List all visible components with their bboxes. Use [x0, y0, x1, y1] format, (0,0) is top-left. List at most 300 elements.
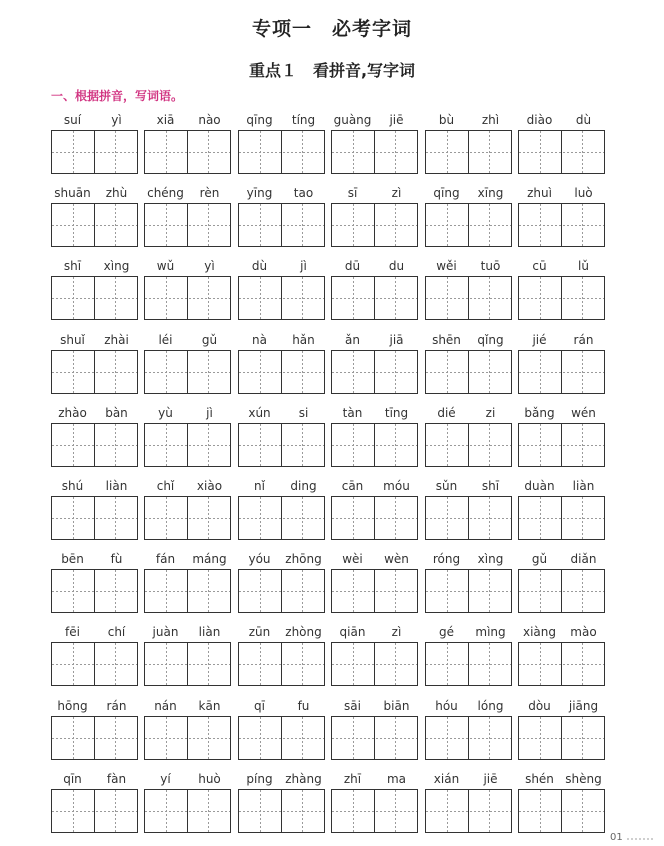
pinyin-syllable: zhōng	[285, 552, 322, 566]
writing-boxes[interactable]	[425, 203, 512, 247]
pinyin-syllable: gǔ	[201, 333, 218, 347]
pinyin-syllable: shú	[61, 479, 84, 493]
pinyin-row	[331, 185, 418, 201]
word-item	[425, 185, 512, 247]
pinyin-row	[238, 698, 325, 714]
pinyin-row	[238, 258, 325, 274]
pinyin-syllable: wèi	[342, 552, 363, 566]
pinyin-row	[51, 551, 138, 567]
word-item	[238, 332, 325, 394]
word-item	[51, 771, 138, 833]
pinyin-row	[518, 258, 605, 274]
writing-boxes[interactable]	[518, 130, 605, 174]
pinyin-syllable: rán	[106, 699, 127, 713]
writing-boxes[interactable]	[331, 130, 418, 174]
pinyin-row	[518, 332, 605, 348]
pinyin-row	[144, 332, 231, 348]
writing-boxes[interactable]	[331, 496, 418, 540]
pinyin-syllable: tao	[293, 186, 314, 200]
pinyin-syllable: xiā	[156, 113, 175, 127]
writing-boxes[interactable]	[425, 569, 512, 613]
word-item	[51, 698, 138, 760]
pinyin-syllable: xīng	[477, 186, 504, 200]
word-item	[331, 185, 418, 247]
pinyin-row	[518, 551, 605, 567]
writing-boxes[interactable]	[331, 569, 418, 613]
word-item	[331, 771, 418, 833]
pinyin-syllable: rán	[573, 333, 594, 347]
word-item	[331, 478, 418, 540]
pinyin-row	[144, 698, 231, 714]
pinyin-syllable: dié	[437, 406, 456, 420]
pinyin-row	[144, 405, 231, 421]
writing-boxes[interactable]	[331, 423, 418, 467]
writing-boxes[interactable]	[144, 716, 231, 760]
writing-boxes[interactable]	[331, 350, 418, 394]
word-item	[144, 185, 231, 247]
pinyin-row	[331, 258, 418, 274]
pinyin-row	[425, 258, 512, 274]
pinyin-row	[51, 185, 138, 201]
writing-boxes[interactable]	[425, 350, 512, 394]
pinyin-row	[331, 332, 418, 348]
pinyin-row	[425, 771, 512, 787]
word-item	[238, 698, 325, 760]
writing-boxes[interactable]	[51, 642, 138, 686]
pinyin-syllable: róng	[432, 552, 461, 566]
pinyin-syllable: ma	[386, 772, 407, 786]
pinyin-syllable: bǎng	[524, 406, 555, 420]
writing-boxes[interactable]	[331, 716, 418, 760]
writing-boxes[interactable]	[425, 642, 512, 686]
pinyin-row	[144, 551, 231, 567]
word-item	[144, 258, 231, 320]
pinyin-syllable: zì	[391, 186, 402, 200]
writing-boxes[interactable]	[51, 789, 138, 833]
writing-boxes[interactable]	[238, 716, 325, 760]
pinyin-syllable: tuō	[480, 259, 501, 273]
pinyin-syllable: jiē	[483, 772, 498, 786]
pinyin-syllable: shuān	[54, 186, 91, 200]
word-item	[238, 551, 325, 613]
pinyin-syllable: liàn	[572, 479, 595, 493]
pinyin-syllable: qīn	[63, 772, 82, 786]
pinyin-syllable: juàn	[152, 625, 179, 639]
pinyin-syllable: cān	[341, 479, 364, 493]
word-item	[331, 405, 418, 467]
writing-boxes[interactable]	[518, 350, 605, 394]
writing-boxes[interactable]	[518, 276, 605, 320]
writing-boxes[interactable]	[51, 203, 138, 247]
pinyin-syllable: duàn	[524, 479, 555, 493]
writing-boxes[interactable]	[425, 789, 512, 833]
pinyin-row	[51, 771, 138, 787]
writing-boxes[interactable]	[144, 350, 231, 394]
pinyin-syllable: qiān	[339, 625, 366, 639]
pinyin-row	[331, 478, 418, 494]
word-item	[144, 771, 231, 833]
pinyin-syllable: jiāng	[568, 699, 599, 713]
pinyin-row	[144, 624, 231, 640]
writing-boxes[interactable]	[331, 789, 418, 833]
writing-boxes[interactable]	[51, 130, 138, 174]
pinyin-syllable: suí	[63, 113, 82, 127]
pinyin-syllable: zhù	[105, 186, 128, 200]
pinyin-row	[331, 405, 418, 421]
writing-boxes[interactable]	[425, 496, 512, 540]
pinyin-row	[518, 112, 605, 128]
word-item	[51, 551, 138, 613]
word-item	[425, 551, 512, 613]
writing-boxes[interactable]	[238, 130, 325, 174]
pinyin-row	[425, 478, 512, 494]
writing-boxes[interactable]	[51, 716, 138, 760]
word-item	[331, 551, 418, 613]
pinyin-syllable: chǐ	[156, 479, 175, 493]
pinyin-syllable: léi	[158, 333, 173, 347]
pinyin-syllable: liàn	[198, 625, 221, 639]
writing-boxes[interactable]	[238, 203, 325, 247]
writing-boxes[interactable]	[144, 276, 231, 320]
pinyin-syllable: jì	[300, 259, 307, 273]
writing-boxes[interactable]	[51, 276, 138, 320]
pinyin-syllable: bēn	[61, 552, 84, 566]
pinyin-syllable: si	[298, 406, 309, 420]
word-item	[425, 258, 512, 320]
word-item	[518, 551, 605, 613]
pinyin-syllable: qǐng	[477, 333, 504, 347]
word-item	[238, 478, 325, 540]
pinyin-syllable: zi	[485, 406, 496, 420]
pinyin-row	[238, 478, 325, 494]
pinyin-row	[331, 551, 418, 567]
pinyin-syllable: shén	[525, 772, 554, 786]
pinyin-syllable: biān	[383, 699, 410, 713]
writing-boxes[interactable]	[144, 569, 231, 613]
pinyin-syllable: yì	[204, 259, 215, 273]
pinyin-row	[518, 405, 605, 421]
pinyin-row	[51, 624, 138, 640]
worksheet-title: 专项一 必考字词	[251, 18, 412, 40]
pinyin-syllable: lǔ	[578, 259, 589, 273]
writing-boxes[interactable]	[238, 642, 325, 686]
pinyin-syllable: nà	[252, 333, 267, 347]
pinyin-syllable: bù	[438, 113, 455, 127]
word-item	[51, 185, 138, 247]
pinyin-syllable: ding	[290, 479, 317, 493]
pinyin-row	[518, 698, 605, 714]
pinyin-row	[51, 258, 138, 274]
pinyin-syllable: shī	[63, 259, 82, 273]
pinyin-syllable: ǎn	[345, 333, 360, 347]
word-item	[144, 332, 231, 394]
pinyin-row	[144, 185, 231, 201]
pinyin-syllable: nǐ	[254, 479, 265, 493]
writing-boxes[interactable]	[144, 496, 231, 540]
pinyin-syllable: xìng	[477, 552, 504, 566]
pinyin-syllable: zhàng	[285, 772, 322, 786]
pinyin-syllable: yí	[160, 772, 171, 786]
pinyin-syllable: fán	[155, 552, 176, 566]
worksheet-subtitle: 重点１ 看拼音,写字词	[248, 61, 416, 80]
pinyin-syllable: dù	[575, 113, 592, 127]
word-item	[518, 771, 605, 833]
pinyin-syllable: zūn	[248, 625, 271, 639]
word-item	[51, 405, 138, 467]
word-item	[51, 478, 138, 540]
pinyin-row	[238, 185, 325, 201]
pinyin-syllable: xiàng	[522, 625, 556, 639]
pinyin-syllable: du	[388, 259, 405, 273]
pinyin-syllable: wǔ	[156, 259, 175, 273]
writing-boxes[interactable]	[518, 569, 605, 613]
writing-boxes[interactable]	[518, 642, 605, 686]
word-item	[238, 405, 325, 467]
pinyin-syllable: wèn	[384, 552, 409, 566]
word-item	[51, 624, 138, 686]
pinyin-syllable: fēi	[65, 625, 80, 639]
pinyin-syllable: tíng	[291, 113, 316, 127]
writing-boxes[interactable]	[238, 276, 325, 320]
pinyin-row	[51, 112, 138, 128]
pinyin-syllable: jiē	[389, 113, 404, 127]
pinyin-syllable: zhì	[481, 113, 500, 127]
pinyin-row	[144, 258, 231, 274]
word-item	[425, 478, 512, 540]
pinyin-syllable: shī	[481, 479, 500, 493]
writing-boxes[interactable]	[238, 496, 325, 540]
pinyin-syllable: lóng	[477, 699, 504, 713]
pinyin-syllable: kān	[198, 699, 221, 713]
pinyin-syllable: zhuì	[527, 186, 552, 200]
pinyin-row	[518, 478, 605, 494]
pinyin-syllable: mào	[570, 625, 597, 639]
writing-boxes[interactable]	[518, 203, 605, 247]
pinyin-row	[425, 112, 512, 128]
pinyin-syllable: fàn	[106, 772, 127, 786]
writing-boxes[interactable]	[238, 423, 325, 467]
writing-boxes[interactable]	[331, 276, 418, 320]
pinyin-syllable: mìng	[475, 625, 506, 639]
pinyin-row	[238, 112, 325, 128]
page-number: 01	[610, 832, 623, 843]
word-item	[331, 624, 418, 686]
writing-boxes[interactable]	[238, 569, 325, 613]
pinyin-row	[331, 771, 418, 787]
pinyin-syllable: shuǐ	[60, 333, 85, 347]
word-item	[144, 405, 231, 467]
pinyin-row	[425, 698, 512, 714]
writing-boxes[interactable]	[425, 423, 512, 467]
writing-boxes[interactable]	[51, 496, 138, 540]
pinyin-syllable: qī	[254, 699, 265, 713]
pinyin-syllable: yì	[111, 113, 122, 127]
pinyin-syllable: chí	[107, 625, 126, 639]
pinyin-syllable: hōng	[57, 699, 88, 713]
pinyin-row	[425, 332, 512, 348]
word-item	[144, 624, 231, 686]
writing-boxes[interactable]	[51, 423, 138, 467]
word-item	[331, 112, 418, 174]
word-item	[518, 112, 605, 174]
word-item	[425, 771, 512, 833]
writing-boxes[interactable]	[238, 789, 325, 833]
word-item	[518, 478, 605, 540]
pinyin-syllable: nào	[198, 113, 221, 127]
pinyin-row	[144, 771, 231, 787]
pinyin-syllable: xún	[248, 406, 271, 420]
pinyin-row	[425, 624, 512, 640]
pinyin-syllable: qīng	[433, 186, 460, 200]
pinyin-syllable: dòu	[528, 699, 551, 713]
pinyin-syllable: tàn	[342, 406, 363, 420]
word-item	[144, 478, 231, 540]
writing-boxes[interactable]	[425, 716, 512, 760]
pinyin-syllable: zhào	[58, 406, 87, 420]
word-item	[238, 112, 325, 174]
section-heading: 一、根据拼音，写词语。	[51, 89, 184, 103]
pinyin-row	[144, 478, 231, 494]
writing-boxes[interactable]	[518, 423, 605, 467]
word-item	[518, 332, 605, 394]
pinyin-syllable: diào	[526, 113, 553, 127]
word-item	[518, 698, 605, 760]
pinyin-syllable: wěi	[436, 259, 457, 273]
word-item	[238, 185, 325, 247]
pinyin-syllable: píng	[246, 772, 273, 786]
pinyin-syllable: zhī	[343, 772, 362, 786]
word-item	[51, 332, 138, 394]
pinyin-syllable: hǎn	[292, 333, 315, 347]
pinyin-row	[51, 332, 138, 348]
pinyin-row	[331, 624, 418, 640]
pinyin-syllable: jì	[206, 406, 213, 420]
word-item	[518, 258, 605, 320]
word-item	[238, 258, 325, 320]
pinyin-syllable: zhòng	[285, 625, 322, 639]
pinyin-syllable: yóu	[248, 552, 271, 566]
pinyin-syllable: móu	[383, 479, 410, 493]
pinyin-row	[518, 771, 605, 787]
pinyin-row	[238, 624, 325, 640]
pinyin-syllable: huò	[198, 772, 221, 786]
pinyin-syllable: dù	[251, 259, 268, 273]
pinyin-syllable: bàn	[105, 406, 128, 420]
writing-boxes[interactable]	[425, 276, 512, 320]
pinyin-syllable: shēn	[432, 333, 461, 347]
pinyin-syllable: zì	[391, 625, 402, 639]
pinyin-syllable: yù	[158, 406, 173, 420]
writing-boxes[interactable]	[144, 789, 231, 833]
pinyin-syllable: jiā	[389, 333, 404, 347]
word-item	[425, 698, 512, 760]
pinyin-syllable: sāi	[344, 699, 361, 713]
word-item	[518, 624, 605, 686]
pinyin-syllable: liàn	[105, 479, 128, 493]
pinyin-syllable: gé	[439, 625, 454, 639]
pinyin-syllable: máng	[192, 552, 227, 566]
writing-boxes[interactable]	[518, 496, 605, 540]
word-item	[331, 258, 418, 320]
writing-boxes[interactable]	[144, 423, 231, 467]
writing-boxes[interactable]	[425, 130, 512, 174]
pinyin-syllable: jié	[532, 333, 547, 347]
pinyin-row	[51, 478, 138, 494]
pinyin-syllable: shèng	[565, 772, 602, 786]
pinyin-row	[425, 551, 512, 567]
pinyin-syllable: cū	[532, 259, 547, 273]
writing-boxes[interactable]	[518, 716, 605, 760]
word-item	[425, 624, 512, 686]
word-item	[144, 698, 231, 760]
writing-boxes[interactable]	[331, 203, 418, 247]
pinyin-row	[331, 112, 418, 128]
pinyin-syllable: sī	[347, 186, 358, 200]
word-item	[144, 551, 231, 613]
pinyin-syllable: zhài	[104, 333, 129, 347]
pinyin-row	[238, 771, 325, 787]
word-item	[144, 112, 231, 174]
pinyin-syllable: hóu	[435, 699, 458, 713]
pinyin-row	[51, 698, 138, 714]
page-number-dots	[627, 838, 653, 840]
pinyin-row	[518, 624, 605, 640]
pinyin-syllable: gǔ	[531, 552, 548, 566]
pinyin-row	[238, 551, 325, 567]
pinyin-syllable: rèn	[199, 186, 220, 200]
word-item	[331, 698, 418, 760]
writing-boxes[interactable]	[331, 642, 418, 686]
pinyin-syllable: chéng	[147, 186, 184, 200]
word-item	[238, 771, 325, 833]
pinyin-syllable: sǔn	[435, 479, 458, 493]
pinyin-syllable: luò	[574, 186, 593, 200]
pinyin-row	[238, 405, 325, 421]
pinyin-syllable: nán	[154, 699, 177, 713]
writing-boxes[interactable]	[51, 569, 138, 613]
writing-boxes[interactable]	[518, 789, 605, 833]
pinyin-syllable: tīng	[384, 406, 409, 420]
word-item	[51, 258, 138, 320]
pinyin-syllable: wén	[571, 406, 596, 420]
word-item	[425, 112, 512, 174]
pinyin-row	[144, 112, 231, 128]
pinyin-syllable: fù	[110, 552, 123, 566]
writing-boxes[interactable]	[144, 130, 231, 174]
writing-boxes[interactable]	[144, 642, 231, 686]
word-item	[518, 185, 605, 247]
pinyin-syllable: yīng	[246, 186, 273, 200]
pinyin-row	[425, 405, 512, 421]
word-item	[425, 405, 512, 467]
writing-boxes[interactable]	[51, 350, 138, 394]
word-item	[425, 332, 512, 394]
word-item	[238, 624, 325, 686]
writing-boxes[interactable]	[144, 203, 231, 247]
pinyin-row	[425, 185, 512, 201]
word-item	[331, 332, 418, 394]
pinyin-syllable: xiào	[196, 479, 223, 493]
pinyin-syllable: qīng	[246, 113, 273, 127]
word-item	[518, 405, 605, 467]
pinyin-syllable: guàng	[333, 113, 372, 127]
pinyin-syllable: diǎn	[570, 552, 597, 566]
writing-boxes[interactable]	[238, 350, 325, 394]
pinyin-syllable: xìng	[103, 259, 130, 273]
word-item	[51, 112, 138, 174]
pinyin-row	[518, 185, 605, 201]
pinyin-syllable: fu	[297, 699, 310, 713]
